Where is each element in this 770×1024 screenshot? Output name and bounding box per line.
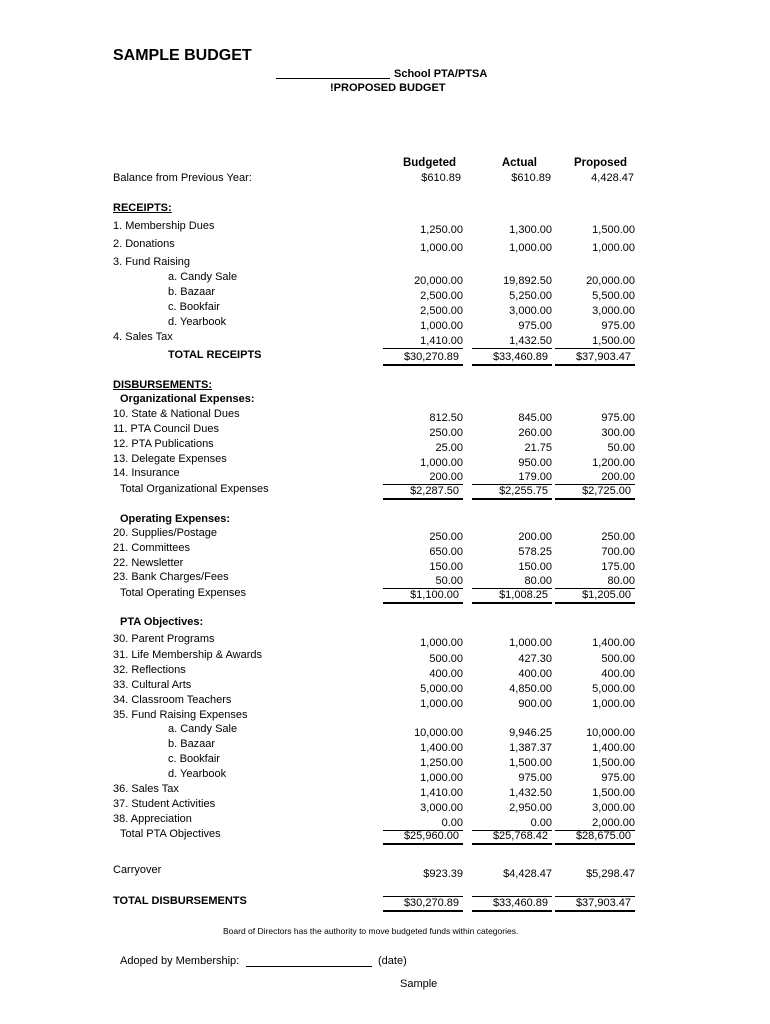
total-rule (472, 602, 552, 604)
budgeted-value: 25.00 (435, 442, 463, 454)
row-label: d. Yearbook (168, 316, 227, 328)
proposed-value: 5,000.00 (592, 683, 635, 695)
row-label: Total PTA Objectives (120, 828, 221, 840)
balance-actual: $610.89 (511, 172, 551, 184)
total-rule (472, 910, 552, 912)
row-label: Operating Expenses: (120, 513, 231, 525)
row-label: 33. Cultural Arts (113, 679, 192, 691)
proposed-value: 500.00 (601, 653, 635, 665)
actual-value: 1,000.00 (509, 637, 552, 649)
row-label: 22. Newsletter (113, 557, 184, 569)
actual-value: 150.00 (518, 561, 552, 573)
proposed-value: 10,000.00 (586, 727, 635, 739)
actual-value: 1,432.50 (509, 787, 552, 799)
proposed-value: $37,903.47 (575, 351, 631, 363)
actual-value: 3,000.00 (509, 305, 552, 317)
row-label: 34. Classroom Teachers (113, 694, 232, 706)
proposed-value: 975.00 (601, 412, 635, 424)
row-label: 3. Fund Raising (113, 256, 191, 268)
school-label: School PTA/PTSA (394, 68, 488, 80)
col-budgeted-header: Budgeted (402, 157, 456, 169)
proposed-value: 3,000.00 (592, 802, 635, 814)
budgeted-value: 500.00 (429, 653, 463, 665)
row-label: PTA Objectives: (120, 616, 204, 628)
budgeted-value: 1,000.00 (420, 637, 463, 649)
row-label: 37. Student Activities (113, 798, 216, 810)
proposed-value: 250.00 (601, 531, 635, 543)
budgeted-value: 3,000.00 (420, 802, 463, 814)
budgeted-value: 1,410.00 (420, 335, 463, 347)
disbursements-heading: DISBURSEMENTS: (113, 379, 213, 391)
budgeted-value: 1,000.00 (420, 320, 463, 332)
total-rule (555, 602, 635, 604)
row-label: 10. State & National Dues (113, 408, 240, 420)
actual-value: 1,432.50 (509, 335, 552, 347)
budgeted-value: 400.00 (429, 668, 463, 680)
total-rule (555, 843, 635, 845)
actual-value: 0.00 (530, 817, 552, 829)
row-label: b. Bazaar (168, 286, 216, 298)
col-proposed-header: Proposed (573, 157, 627, 169)
row-label: Organizational Expenses: (120, 393, 255, 405)
budgeted-value: 250.00 (429, 531, 463, 543)
budgeted-value: 1,000.00 (420, 772, 463, 784)
sample-label: Sample (400, 978, 438, 990)
footnote: Board of Directors has the authority to move budgeted funds within categories. (223, 926, 519, 936)
row-label: Carryover (113, 864, 162, 876)
budgeted-value: 1,000.00 (420, 242, 463, 254)
proposed-value: 3,000.00 (592, 305, 635, 317)
budgeted-value: $1,100.00 (410, 589, 459, 601)
row-label: 23. Bank Charges/Fees (113, 571, 229, 583)
actual-value: $2,255.75 (499, 485, 548, 497)
proposed-value: 1,500.00 (592, 224, 635, 236)
total-top-rule (383, 896, 463, 897)
budgeted-value: 1,410.00 (420, 787, 463, 799)
total-rule (383, 602, 463, 604)
row-label: 35. Fund Raising Expenses (113, 709, 248, 721)
row-label: TOTAL RECEIPTS (168, 349, 262, 361)
proposed-value: 2,000.00 (592, 817, 635, 829)
budgeted-value: 50.00 (435, 575, 463, 587)
actual-value: 1,300.00 (509, 224, 552, 236)
proposed-value: 400.00 (601, 668, 635, 680)
total-rule (555, 364, 635, 366)
row-label: 36. Sales Tax (113, 783, 179, 795)
row-label: 32. Reflections (113, 664, 186, 676)
budgeted-value: 1,000.00 (420, 457, 463, 469)
budgeted-value: 10,000.00 (414, 727, 463, 739)
proposed-value: 1,400.00 (592, 637, 635, 649)
proposed-value: $2,725.00 (582, 485, 631, 497)
col-actual-header: Actual (501, 157, 537, 169)
row-label: 12. PTA Publications (113, 438, 214, 450)
row-label: a. Candy Sale (168, 723, 238, 735)
actual-value: 2,950.00 (509, 802, 552, 814)
row-label: 20. Supplies/Postage (113, 527, 217, 539)
proposed-value: 300.00 (601, 427, 635, 439)
row-label: 13. Delegate Expenses (113, 453, 227, 465)
row-label: 14. Insurance (113, 467, 180, 479)
receipts-heading: RECEIPTS: (113, 202, 172, 214)
row-label: 2. Donations (113, 238, 175, 250)
total-rule (383, 910, 463, 912)
budgeted-value: $25,960.00 (403, 830, 459, 842)
document-title: SAMPLE BUDGET (113, 47, 252, 64)
proposed-value: 200.00 (601, 471, 635, 483)
budgeted-value: 1,400.00 (420, 742, 463, 754)
proposed-value: $5,298.47 (586, 868, 635, 880)
row-label: 30. Parent Programs (113, 633, 215, 645)
row-label: 21. Committees (113, 542, 191, 554)
actual-value: $1,008.25 (499, 589, 548, 601)
total-rule (555, 498, 635, 500)
budgeted-value: 2,500.00 (420, 305, 463, 317)
row-label: 11. PTA Council Dues (113, 423, 219, 435)
actual-value: 427.30 (518, 653, 552, 665)
row-label: 1. Membership Dues (113, 220, 215, 232)
budgeted-value: 1,000.00 (420, 698, 463, 710)
actual-value: 200.00 (518, 531, 552, 543)
total-rule (383, 498, 463, 500)
actual-value: 950.00 (518, 457, 552, 469)
budgeted-value: $2,287.50 (410, 485, 459, 497)
row-label: 31. Life Membership & Awards (113, 649, 262, 661)
budgeted-value: 20,000.00 (414, 275, 463, 287)
budgeted-value: 250.00 (429, 427, 463, 439)
total-rule (383, 843, 463, 845)
actual-value: 260.00 (518, 427, 552, 439)
actual-value: $33,460.89 (492, 351, 548, 363)
proposed-value: 1,500.00 (592, 757, 635, 769)
total-top-rule (555, 896, 635, 897)
row-label: d. Yearbook (168, 768, 227, 780)
row-label: 38. Appreciation (113, 813, 192, 825)
total-rule (383, 364, 463, 366)
balance-label: Balance from Previous Year: (113, 172, 252, 184)
budgeted-value: $30,270.89 (403, 897, 459, 909)
row-label: b. Bazaar (168, 738, 216, 750)
proposed-value: 1,000.00 (592, 698, 635, 710)
total-rule (555, 910, 635, 912)
budgeted-value: 1,250.00 (420, 224, 463, 236)
balance-budgeted: $610.89 (421, 172, 461, 184)
total-top-rule (472, 896, 552, 897)
budgeted-value: 2,500.00 (420, 290, 463, 302)
budgeted-value: 650.00 (429, 546, 463, 558)
budgeted-value: $923.39 (423, 868, 463, 880)
row-label: Total Organizational Expenses (120, 483, 269, 495)
actual-value: 975.00 (518, 320, 552, 332)
school-name-blank (276, 68, 390, 79)
proposed-value: $37,903.47 (575, 897, 631, 909)
actual-value: 80.00 (524, 575, 552, 587)
row-label: Total Operating Expenses (120, 587, 246, 599)
actual-value: 4,850.00 (509, 683, 552, 695)
proposed-value: 175.00 (601, 561, 635, 573)
proposed-value: 975.00 (601, 772, 635, 784)
actual-value: $25,768.42 (492, 830, 548, 842)
actual-value: 975.00 (518, 772, 552, 784)
row-label: c. Bookfair (168, 753, 220, 765)
actual-value: 9,946.25 (509, 727, 552, 739)
actual-value: 21.75 (524, 442, 552, 454)
total-rule (472, 498, 552, 500)
proposed-value: $1,205.00 (582, 589, 631, 601)
actual-value: 19,892.50 (503, 275, 552, 287)
budgeted-value: 200.00 (429, 471, 463, 483)
proposed-value: 1,500.00 (592, 335, 635, 347)
budgeted-value: 812.50 (429, 412, 463, 424)
total-rule (472, 843, 552, 845)
proposed-value: 50.00 (607, 442, 635, 454)
proposed-value: 1,500.00 (592, 787, 635, 799)
actual-value: 1,500.00 (509, 757, 552, 769)
actual-value: 1,387.37 (509, 742, 552, 754)
subtotal-rule (383, 348, 463, 349)
budgeted-value: 150.00 (429, 561, 463, 573)
actual-value: 1,000.00 (509, 242, 552, 254)
budgeted-value: 5,000.00 (420, 683, 463, 695)
row-label: a. Candy Sale (168, 271, 238, 283)
actual-value: 578.25 (518, 546, 552, 558)
proposed-value: 5,500.00 (592, 290, 635, 302)
actual-value: 400.00 (518, 668, 552, 680)
adopted-blank (246, 955, 372, 967)
total-rule (472, 364, 552, 366)
balance-proposed: 4,428.47 (591, 172, 634, 184)
actual-value: 900.00 (518, 698, 552, 710)
proposed-value: 80.00 (607, 575, 635, 587)
proposed-value: 1,000.00 (592, 242, 635, 254)
proposed-budget-title: !PROPOSED BUDGET (330, 82, 446, 94)
budgeted-value: 0.00 (441, 817, 463, 829)
row-label: TOTAL DISBURSEMENTS (113, 895, 247, 907)
subtotal-rule (555, 348, 635, 349)
actual-value: $33,460.89 (492, 897, 548, 909)
proposed-value: $28,675.00 (575, 830, 631, 842)
adopted-label: Adoped by Membership: (120, 955, 240, 967)
actual-value: 179.00 (518, 471, 552, 483)
actual-value: $4,428.47 (503, 868, 552, 880)
proposed-value: 20,000.00 (586, 275, 635, 287)
proposed-value: 975.00 (601, 320, 635, 332)
subtotal-rule (472, 348, 552, 349)
proposed-value: 700.00 (601, 546, 635, 558)
proposed-value: 1,200.00 (592, 457, 635, 469)
budgeted-value: $30,270.89 (403, 351, 459, 363)
proposed-value: 1,400.00 (592, 742, 635, 754)
budgeted-value: 1,250.00 (420, 757, 463, 769)
actual-value: 845.00 (518, 412, 552, 424)
row-label: 4. Sales Tax (113, 331, 173, 343)
date-label: (date) (378, 955, 407, 967)
row-label: c. Bookfair (168, 301, 220, 313)
actual-value: 5,250.00 (509, 290, 552, 302)
